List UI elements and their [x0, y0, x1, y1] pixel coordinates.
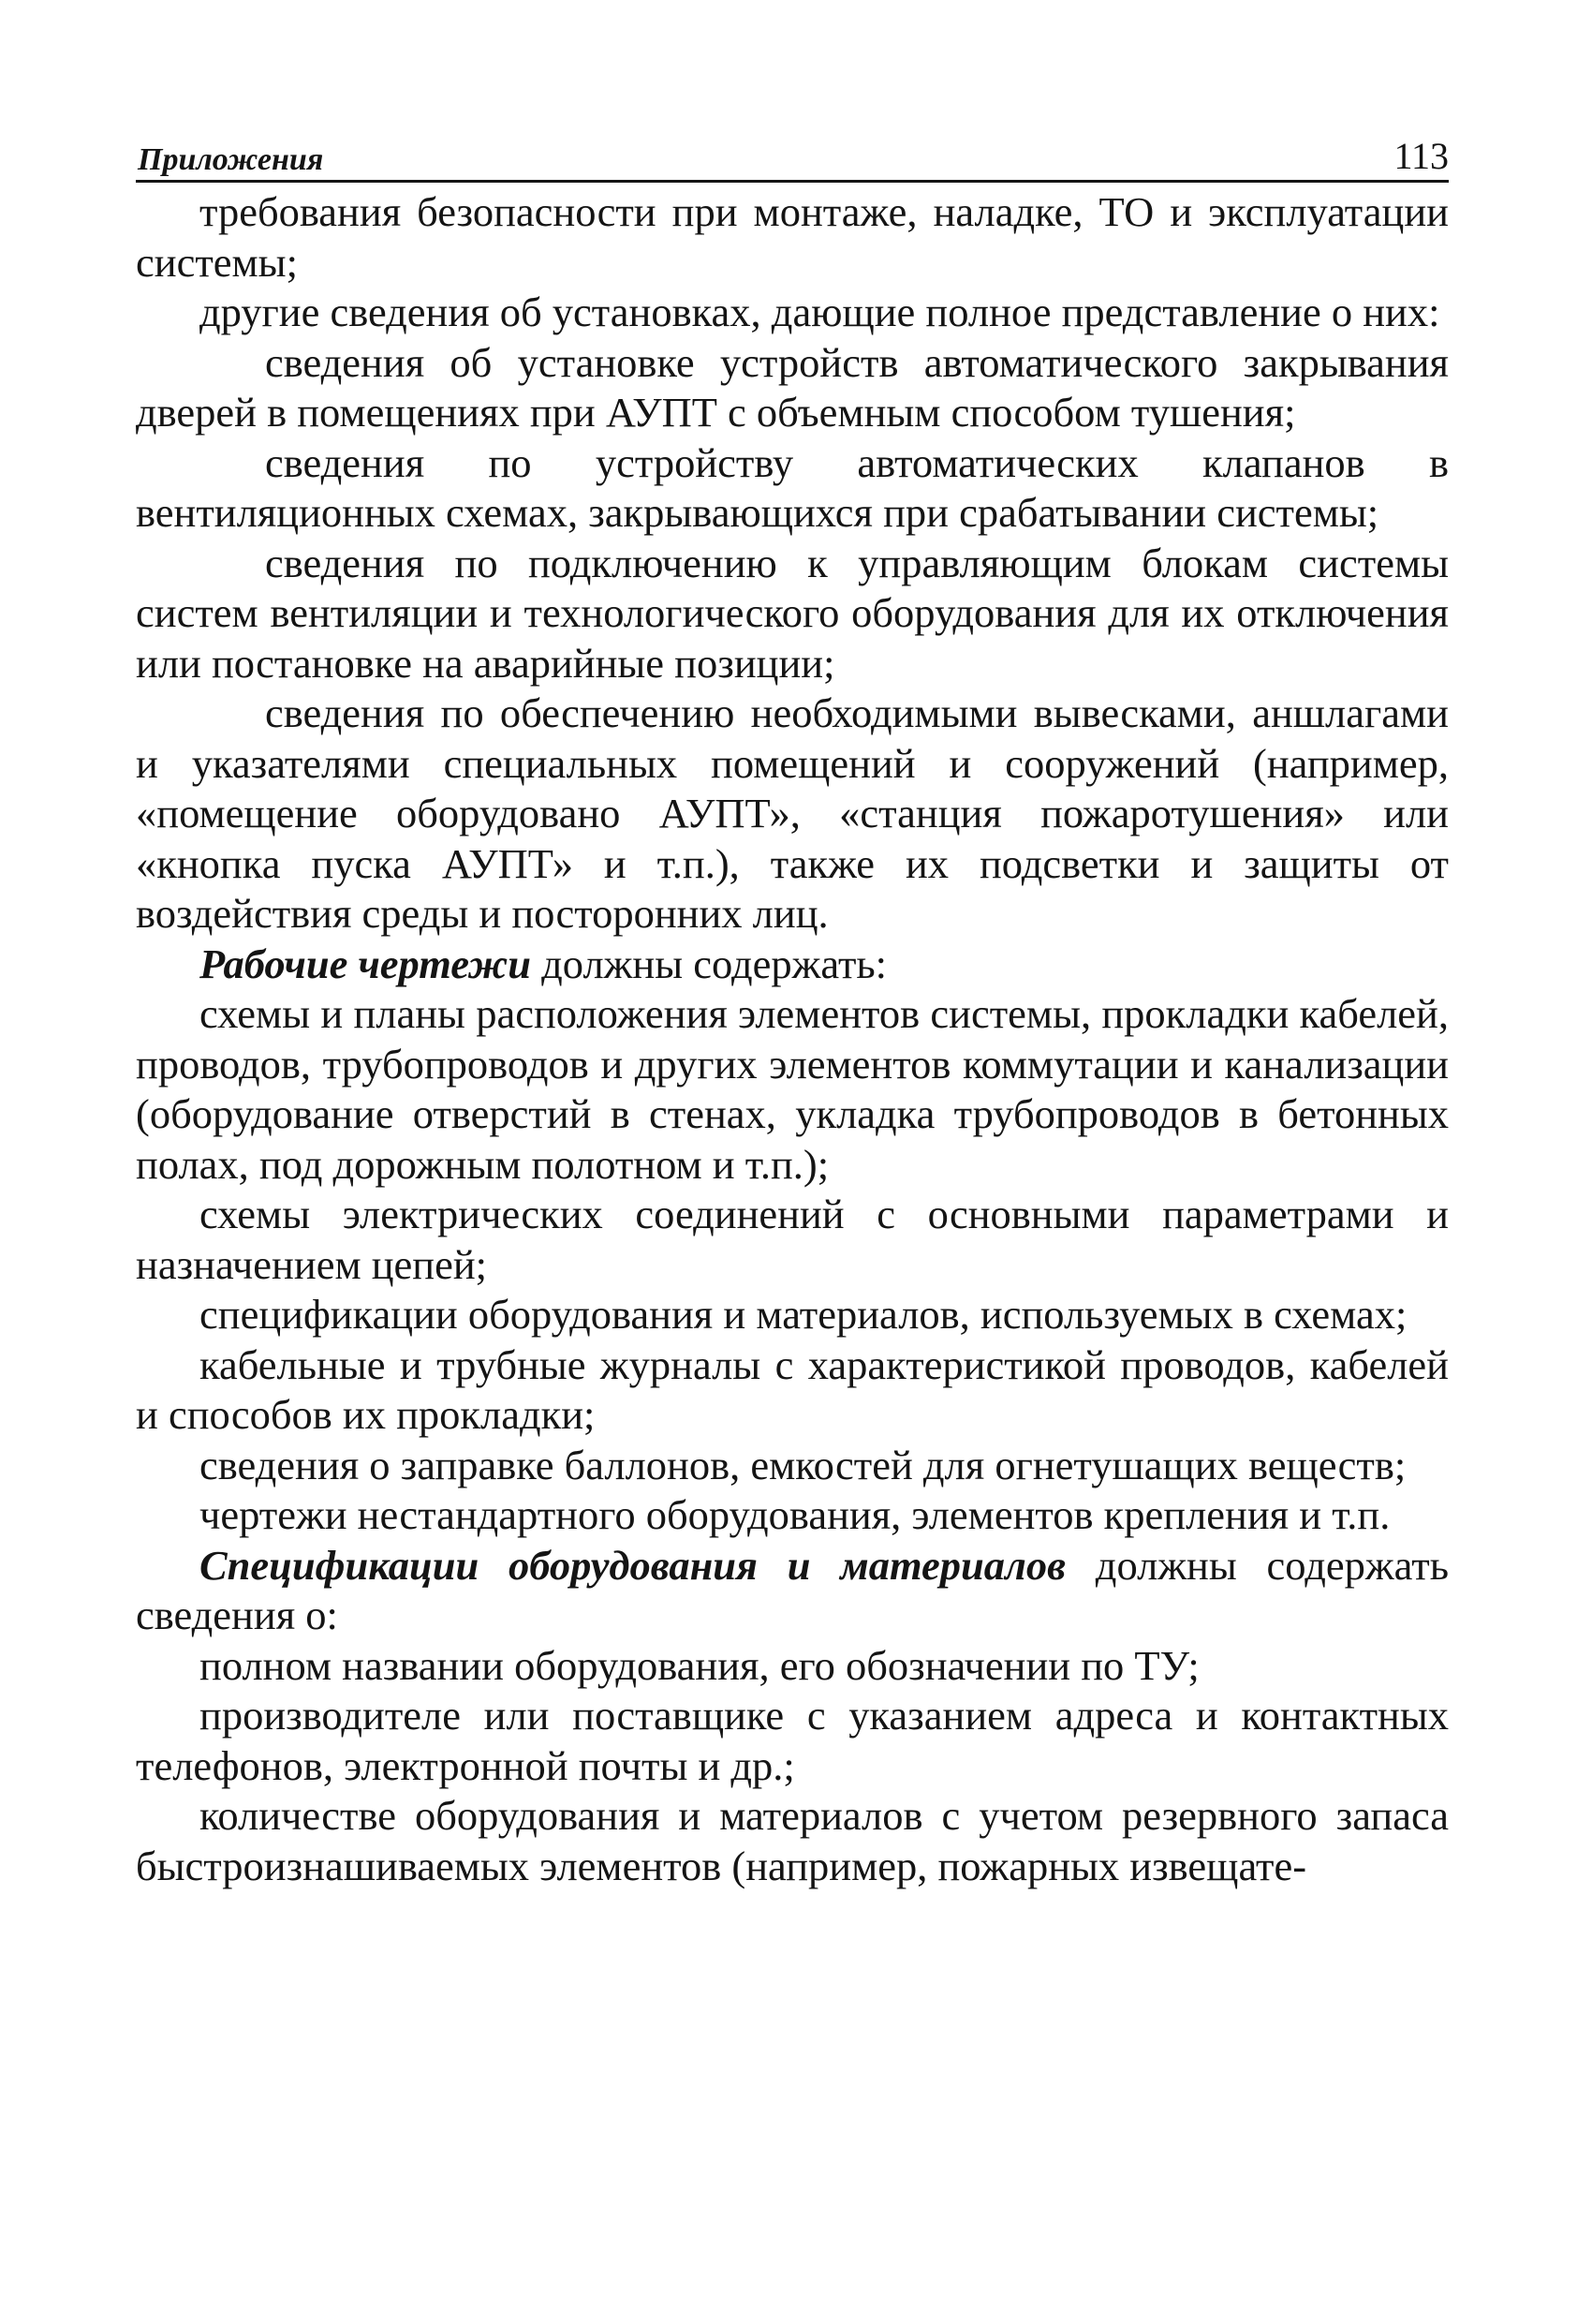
running-header: [136, 131, 1449, 183]
lead-term: Спецификации оборудования и материалов: [199, 1541, 1067, 1589]
page-number: 113: [1393, 135, 1449, 177]
paragraph: кабельные и трубные журналы с характеристикой проводов, кабелей и способов их прокладки;: [136, 1340, 1449, 1438]
paragraph: производителе или поставщике с указанием адреса и контактных телефонов, электронной почты и др.;: [136, 1692, 1449, 1789]
paragraph-text: должны содержать сведения о:: [136, 1541, 1450, 1638]
paragraph: требования безопасности при монтаже, наладке, ТО и эксплуатации системы;: [136, 188, 1449, 286]
paragraph: схемы электрических соединений с основными параметрами и назначением цепей;: [136, 1191, 1449, 1288]
paragraph: полном названии оборудования, его обозначении по ТУ;: [199, 1641, 1200, 1689]
paragraph-text: должны содержать:: [531, 940, 888, 987]
paragraph: сведения по обеспечению необходимыми вывесками, аншлагами и указателями специальных помещений и сооружений (например, «помещение оборудовано АУПТ», «станция пожаротушения» или «кнопка пуска АУПТ» и т.п.), также их подсветки и защиты от воздействия среды и посторонних лиц.: [136, 689, 1449, 937]
paragraph: чертежи нестандартного оборудования, элементов крепления и т.п.: [199, 1491, 1391, 1538]
paragraph: другие сведения об установках, дающие полное представление о них:: [199, 289, 1440, 335]
paragraph: схемы и планы расположения элементов системы, прокладки кабелей, проводов, трубопроводов и других элементов коммутации и канализации (оборудование отверстий в стенах, укладка трубопроводов в бетонных полах, под дорожным полотном и т.п.);: [136, 990, 1449, 1188]
paragraph: сведения об установке устройств автоматического закрывания дверей в помещениях при АУПТ с объемным способом тушения;: [136, 338, 1449, 436]
paragraph: сведения по подключению к управляющим блокам системы систем вентиляции и технологического оборудования для их отключения или постановке на аварийные позиции;: [136, 539, 1449, 687]
paragraph: сведения по устройству автоматических клапанов в вентиляционных схемах, закрывающихся при срабатывании системы;: [136, 438, 1449, 536]
paragraph: сведения о заправке баллонов, емкостей для огнетушащих веществ;: [199, 1441, 1407, 1488]
paragraph-with-lead: [136, 1541, 1449, 1641]
paragraph-with-lead: [136, 940, 1449, 990]
paragraph: спецификации оборудования и материалов, используемых в схемах;: [199, 1291, 1408, 1338]
lead-term: Рабочие чертежи: [199, 940, 532, 987]
section-title: Приложения: [138, 142, 324, 177]
body-text: [136, 187, 1449, 1891]
paragraph: количестве оборудования и материалов с учетом резервного запаса быстроизнашиваемых элементов (например, пожарных извещате-: [136, 1792, 1449, 1889]
